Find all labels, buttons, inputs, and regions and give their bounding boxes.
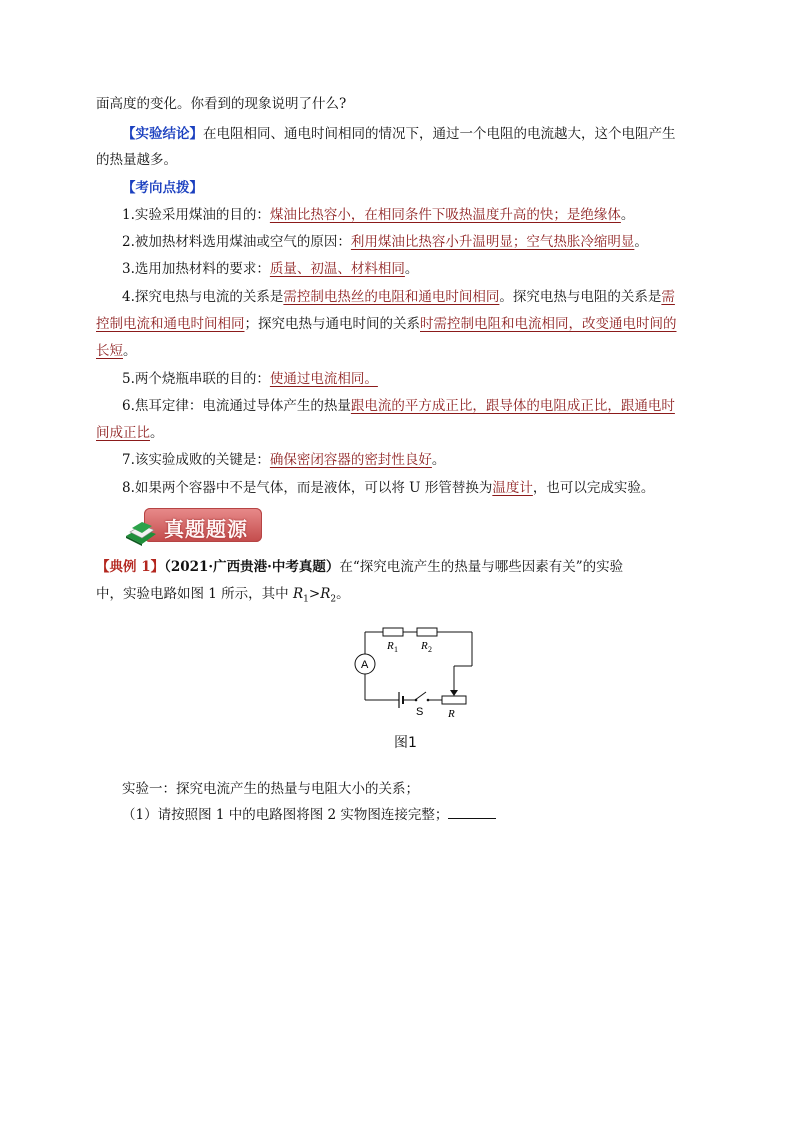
- point-4-text-c: ；探究电热与通电时间的关系: [244, 316, 420, 332]
- r2-symbol: R: [320, 586, 331, 602]
- point-6-answer-a: 跟电流的平方成正比，跟导体的电阻成正比，跟通电时: [350, 398, 675, 414]
- resistor-r2: [417, 628, 437, 636]
- points-tag: 【考向点拨】: [122, 180, 203, 196]
- point-6-prefix: 6.焦耳定律：电流通过导体产生的热量: [122, 398, 351, 414]
- point-1-answer: 煤油比热容小，在相同条件下吸热温度升高的快；是绝缘体: [269, 207, 621, 223]
- switch-blade: [415, 692, 426, 700]
- answer-blank[interactable]: [448, 804, 496, 819]
- figure-caption: 图1: [394, 735, 417, 751]
- example-text-2: 中，实验电路如图 1 所示，其中: [96, 586, 293, 602]
- conclusion-tag: 【实验结论】: [122, 126, 203, 142]
- point-6-line-2: [96, 420, 706, 446]
- point-4-answer-2b: 控制电流和通电时间相同: [96, 316, 245, 332]
- point-4-answer-1: 需控制电热丝的电阻和通电时间相同: [283, 289, 500, 305]
- point-1: [122, 202, 706, 228]
- example-text-end: 。: [336, 586, 350, 602]
- point-1-end: 。: [620, 207, 635, 223]
- point-2-answer: 利用煤油比热容小升温明显；空气热胀冷缩明显: [350, 234, 635, 250]
- label-r2: R: [421, 640, 428, 652]
- label-r1-sub: 1: [394, 645, 398, 654]
- label-r2-sub: 2: [428, 645, 432, 654]
- example-line-1: [96, 554, 706, 580]
- point-2-prefix: 2.被加热材料选用煤油或空气的原因：: [122, 234, 351, 250]
- r1-symbol: R: [292, 586, 304, 602]
- paragraph-intro: 面高度的变化。你看到的现象说明了什么?: [96, 96, 347, 112]
- point-3: [122, 256, 706, 282]
- point-1-prefix: 1.实验采用煤油的目的：: [122, 207, 270, 223]
- points-heading: [122, 175, 706, 201]
- resistor-r1: [383, 628, 403, 636]
- circuit-diagram: [340, 618, 490, 726]
- r1-subscript: 1: [303, 594, 309, 605]
- point-7-end: 。: [431, 452, 446, 468]
- point-4-line-1: [122, 284, 706, 310]
- point-3-answer: 质量、初温、材料相同: [269, 261, 405, 277]
- point-6-answer-b: 间成正比: [96, 425, 150, 441]
- point-7-prefix: 7.该实验成败的关键是：: [122, 452, 270, 468]
- point-8-prefix: 8.如果两个容器中不是气体，而是液体，可以将 U 形管替换为: [122, 480, 493, 496]
- point-8-answer: 温度计: [492, 480, 533, 496]
- point-4-text-a: 4.探究电热与电流的关系是: [122, 289, 284, 305]
- point-2-end: 。: [634, 234, 648, 250]
- point-7: [122, 447, 706, 473]
- point-4-text-b: 。探究电热与电阻的关系是: [499, 289, 662, 305]
- experiment-1-title: 实验一：探究电流产生的热量与电阻大小的关系；: [122, 781, 419, 797]
- point-2: [122, 229, 706, 255]
- example-tag: 【典例 1】: [96, 559, 165, 575]
- conclusion-text-1: 在电阻相同、通电时间相同的情况下，通过一个电阻的电流越大，这个电阻产生: [203, 126, 676, 142]
- point-8-end: ，也可以完成实验。: [532, 480, 655, 496]
- label-switch: S: [416, 706, 424, 718]
- point-5-prefix: 5.两个烧瓶串联的目的：: [122, 371, 270, 387]
- book-icon: [124, 518, 158, 546]
- point-4-answer-2a: 需: [661, 289, 675, 305]
- point-5: [122, 366, 706, 392]
- banner-title: 真题题源: [164, 517, 248, 541]
- label-r1: R: [387, 640, 394, 652]
- point-4-line-3: [96, 338, 706, 364]
- point-4-line-2: [96, 311, 706, 337]
- gt-symbol: >: [308, 586, 321, 602]
- point-3-end: 。: [404, 261, 419, 277]
- point-7-answer: 确保密闭容器的密封性良好: [269, 452, 432, 468]
- r2-subscript: 2: [330, 594, 337, 605]
- point-4-answer-3b: 长短: [96, 343, 123, 359]
- section-banner: [124, 508, 264, 544]
- point-4-answer-3a: 时需控制电阻和电流相同，改变通电时间的: [420, 316, 677, 332]
- point-6-line-1: [122, 393, 706, 419]
- example-source: （2021·广西贵港·中考真题）: [164, 559, 340, 575]
- rheostat: [442, 696, 466, 704]
- conclusion-line-2: 的热量越多。: [96, 152, 177, 168]
- label-rheostat: R: [448, 708, 455, 720]
- question-1: [122, 802, 706, 828]
- question-1-text: （1）请按照图 1 中的电路图将图 2 实物图连接完整；: [122, 807, 449, 823]
- point-5-answer: 使通过电流相同。: [269, 371, 378, 387]
- point-6-end: 。: [150, 425, 164, 441]
- ammeter-label: A: [361, 659, 369, 671]
- point-4-end: 。: [123, 343, 137, 359]
- example-line-2: [96, 581, 706, 613]
- example-text-1: 在“探究电流产生的热量与哪些因素有关”的实验: [339, 559, 624, 575]
- point-8: [122, 475, 706, 501]
- point-3-prefix: 3.选用加热材料的要求：: [122, 261, 270, 277]
- conclusion-line-1: [122, 121, 706, 147]
